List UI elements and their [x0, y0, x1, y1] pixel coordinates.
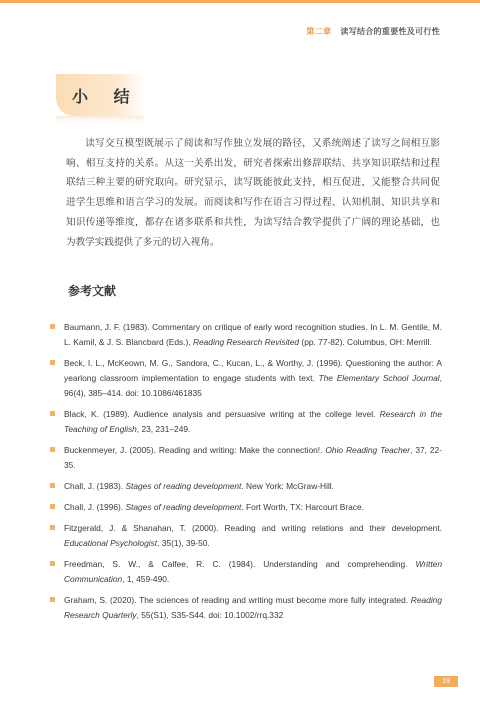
- reference-source: Research in the Teaching of English: [64, 409, 442, 435]
- reference-item: [50, 500, 442, 515]
- reference-details: , 37, 22-35.: [64, 445, 442, 471]
- banner-shadow: [56, 116, 144, 122]
- reference-text: Baumann, J. F. (1983). Commentary on critique of early word recognition studies. In L. M. Gentile, M. L. Kamil, & J. S. Blancbard (Eds.),: [64, 322, 442, 348]
- reference-text: Beck, I. L., McKeown, M. G., Sandora, C., Kucan, L., & Worthy, J. (1996). Questioning the author: A yearlong classroom implementation to engage students with text.: [64, 358, 442, 384]
- running-head-title: 读写结合的重要性及可行性: [340, 27, 440, 36]
- reference-source: Reading Research Revisited: [192, 337, 300, 348]
- reference-text: Fitzgerald, J. & Shanahan, T. (2000). Reading and writing relations and their development.: [64, 522, 442, 533]
- reference-item: [50, 356, 442, 402]
- reference-item: [50, 521, 442, 551]
- reference-details: , 35(1), 39-50.: [157, 538, 210, 548]
- bullet-square-icon: [50, 324, 55, 329]
- reference-item: [50, 479, 442, 494]
- reference-text: Chall, J. (1996).: [64, 502, 126, 512]
- reference-details: , 1, 459-490.: [122, 574, 170, 584]
- reference-item: [50, 320, 442, 350]
- reference-text: Buckenmeyer, J. (2005). Reading and writing: Make the connection!.: [64, 445, 326, 456]
- reference-text: Graham, S. (2020). The sciences of reading and writing must become more fully integrated.: [64, 594, 411, 605]
- reference-text: Freedman, S. W., & Calfee, R. C. (1984). Understanding and comprehending.: [64, 558, 416, 569]
- bullet-square-icon: [50, 504, 55, 509]
- references-list: [50, 320, 442, 629]
- reference-item: [50, 407, 442, 437]
- reference-item: [50, 443, 442, 473]
- reference-item: [50, 557, 442, 587]
- running-head-chapter: 第二章: [306, 27, 332, 36]
- reference-source: Reading Research Quarterly: [64, 594, 442, 620]
- bullet-square-icon: [50, 360, 55, 365]
- reference-details: . Fort Worth, TX: Harcourt Brace.: [241, 502, 364, 512]
- summary-paragraph: 读写交互模型既展示了阅读和写作独立发展的路径，又系统阐述了读写之间相互影响、相互支持的关系。从这一关系出发，研究者探索出修辞联结、共享知识联结和过程联结三种主要的研究取向。研究显示，读写既能彼此支持，相互促进，又能整合共同促进学生思维和语言学习的发展。而阅读和写作在语言习得过程、认知机制、知识共享和知识传递等维度，都存在诸多联系和共性，为读写结合教学提供了广阔的理论基础，也为教学实践提供了多元的切入视角。: [66, 138, 440, 248]
- section-title: 小 结: [72, 87, 140, 106]
- reference-details: . New York: McGraw-Hill.: [241, 481, 334, 492]
- reference-details: , 23, 231–249.: [136, 424, 191, 435]
- reference-item: [50, 593, 442, 623]
- bullet-square-icon: [50, 483, 55, 488]
- reference-source: Ohio Reading Teacher: [325, 445, 411, 456]
- reference-source: Written Communication: [64, 558, 442, 584]
- bullet-square-icon: [50, 447, 55, 452]
- page-number: 19: [434, 676, 458, 687]
- reference-text: Chall, J. (1983).: [64, 481, 126, 492]
- reference-details: , 96(4), 385–414. doi: 10.1086/461835: [64, 373, 442, 399]
- reference-source: Educational Psychologist: [64, 538, 158, 548]
- bullet-square-icon: [50, 597, 55, 602]
- reference-source: Stages of reading development: [125, 481, 242, 492]
- bullet-square-icon: [50, 561, 55, 566]
- reference-source: Stages of reading development: [125, 502, 242, 512]
- header-rule: [0, 0, 480, 3]
- bullet-square-icon: [50, 411, 55, 416]
- reference-details: , 55(S1), S35-S44. doi: 10.1002/rrq.332: [136, 610, 284, 620]
- reference-details: (pp. 77-82). Columbus, OH: Merrill.: [299, 337, 432, 348]
- reference-source: The Elementary School Journal: [318, 373, 440, 384]
- bullet-square-icon: [50, 525, 55, 530]
- references-heading: 参考文献: [68, 284, 117, 298]
- reference-text: Black, K. (1989). Audience analysis and persuasive writing at the college level.: [64, 409, 380, 420]
- running-head: [306, 26, 440, 37]
